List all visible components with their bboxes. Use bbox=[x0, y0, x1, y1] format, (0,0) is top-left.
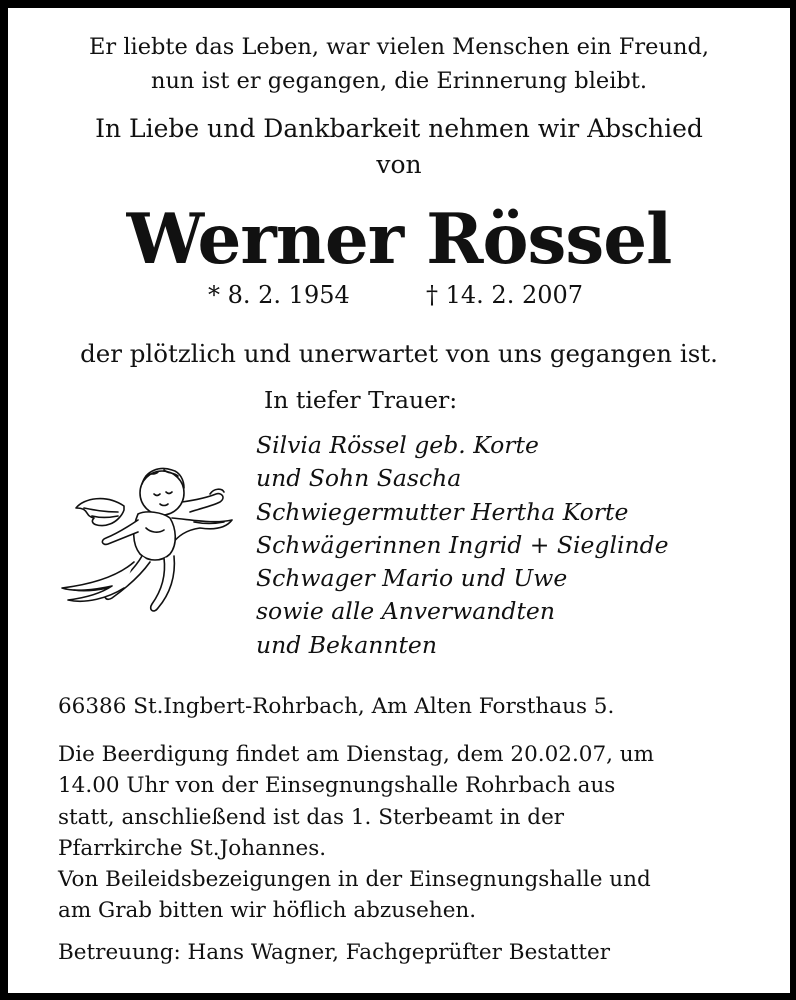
motto-line-2: nun ist er gegangen, die Erinnerung bleibt. bbox=[150, 68, 648, 94]
funeral-line: Pfarrkirche St.Johannes. bbox=[58, 835, 327, 861]
mourner-line: Schwiegermutter Hertha Korte bbox=[256, 497, 629, 526]
funeral-line: am Grab bitten wir höflich abzusehen. bbox=[58, 898, 477, 924]
motto bbox=[8, 30, 790, 98]
mourner-line: Schwager Mario und Uwe bbox=[256, 564, 568, 593]
mourning-heading: In tiefer Trauer: bbox=[264, 386, 458, 414]
life-dates bbox=[8, 278, 790, 312]
undertaker-credit: Betreuung: Hans Wagner, Fachgeprüfter Bestatter bbox=[58, 940, 611, 965]
mourner-line: und Bekannten bbox=[256, 630, 437, 659]
mourner-line: sowie alle Anverwandten bbox=[256, 597, 555, 626]
death-date: † 14. 2. 2007 bbox=[426, 281, 584, 309]
birth-date: * 8. 2. 1954 bbox=[208, 281, 350, 309]
motto-line-1: Er liebte das Leben, war vielen Menschen ein Freund, bbox=[88, 34, 709, 60]
funeral-details bbox=[58, 739, 778, 927]
passed-away-text: der plötzlich und unerwartet von uns gegangen ist. bbox=[80, 339, 718, 368]
mourner-line: Silvia Rössel geb. Korte bbox=[256, 431, 539, 459]
mourners-list bbox=[256, 429, 669, 662]
funeral-line: Von Beileidsbezeigungen in der Einsegnungshalle und bbox=[58, 867, 651, 893]
mourner-line: Schwägerinnen Ingrid + Sieglinde bbox=[256, 530, 669, 559]
farewell-intro bbox=[8, 111, 790, 183]
mourner-line: und Sohn Sascha bbox=[256, 464, 462, 493]
mourning-address: 66386 St.Ingbert-Rohrbach, Am Alten Forsthaus 5. bbox=[58, 694, 615, 719]
deceased-name: Werner Rössel bbox=[126, 199, 672, 280]
funeral-line: 14.00 Uhr von der Einsegnungshalle Rohrbach aus bbox=[58, 773, 616, 799]
intro-line-1: In Liebe und Dankbarkeit nehmen wir Abschied bbox=[95, 114, 703, 143]
funeral-line: Die Beerdigung findet am Dienstag, dem 20.02.07, um bbox=[58, 742, 655, 767]
intro-line-2: von bbox=[376, 150, 422, 179]
funeral-line: statt, anschließend ist das 1. Sterbeamt in der bbox=[58, 804, 565, 830]
cherub-angel-icon bbox=[54, 458, 236, 623]
